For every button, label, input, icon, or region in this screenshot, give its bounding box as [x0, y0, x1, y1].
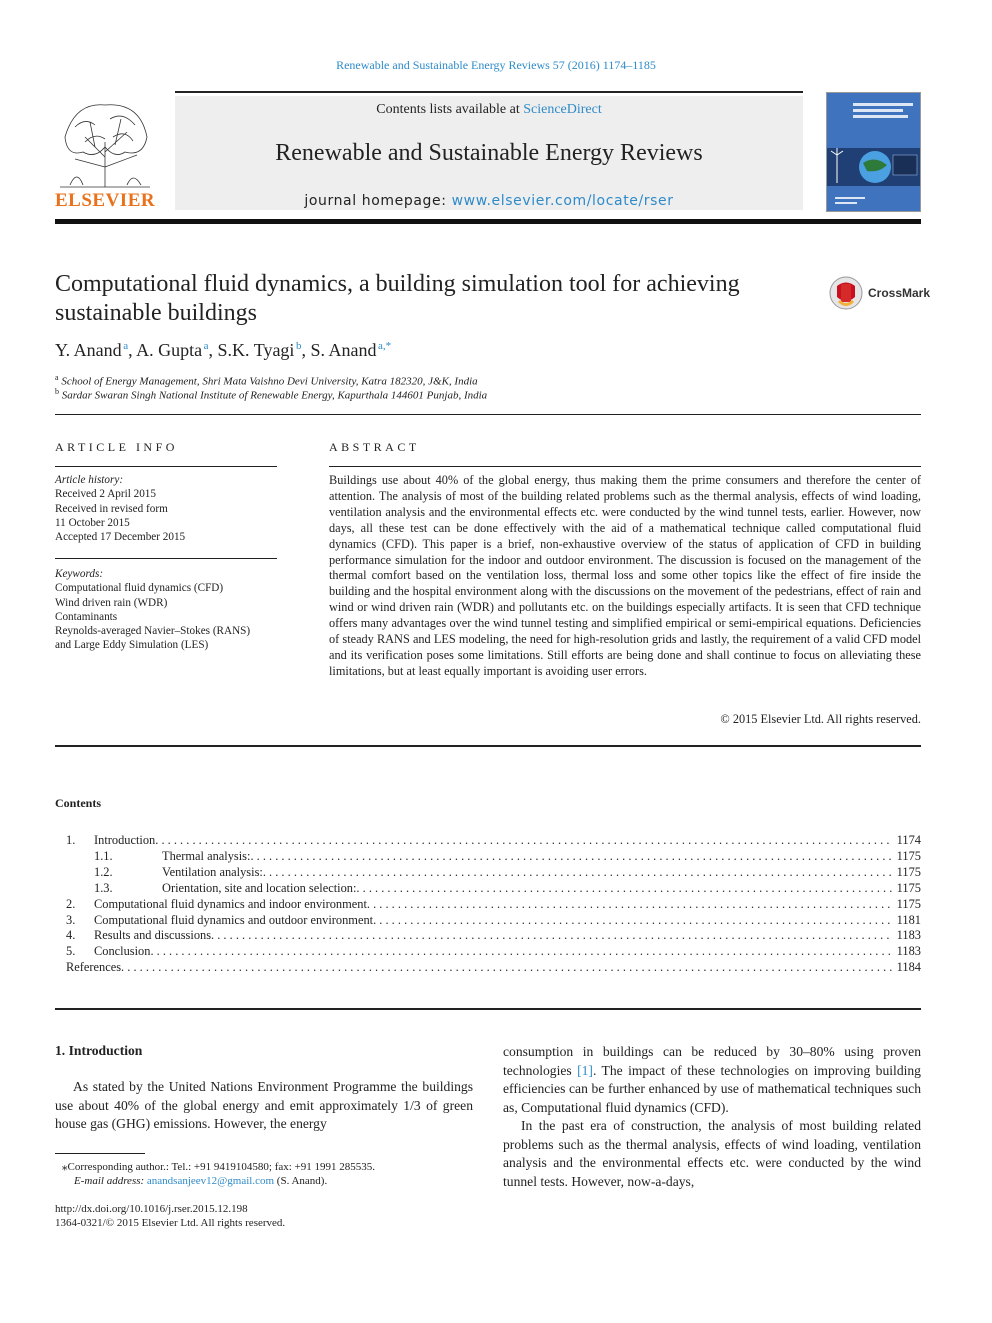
toc-leader [263, 864, 893, 880]
contents-availability [175, 102, 803, 118]
corresponding-author-note: ⁎Corresponding author.: Tel.: +91 9419104580; fax: +91 1991 285535. [62, 1161, 375, 1173]
divider [55, 1008, 921, 1010]
history-item: 11 October 2015 [55, 516, 130, 529]
affiliation-sup: a [55, 373, 59, 382]
toc-number [66, 848, 162, 864]
toc-entry[interactable] [66, 959, 921, 975]
reference-link[interactable]: [1] [577, 1062, 593, 1078]
contents-title: Contents [55, 796, 102, 810]
toc-page: 1175 [896, 897, 921, 911]
author-sup: a,* [377, 340, 392, 352]
publisher-name: ELSEVIER [55, 190, 156, 211]
toc-entry[interactable] [66, 896, 921, 912]
toc-page: 1174 [896, 833, 921, 847]
email-note [74, 1174, 327, 1188]
divider [55, 414, 921, 415]
intro-right-paragraph-2: In the past era of construction, the analysis of most building related problems such as the thermal analysis, effects of wind loading, ventilation analysis and the environmental effects etc. were conducted by the wind tunnel tests. However, now-a-days, [503, 1118, 921, 1190]
keyword: and Large Eddy Simulation (LES) [55, 639, 209, 652]
toc-leader [250, 848, 892, 864]
toc-entry[interactable] [66, 880, 921, 896]
toc-leader [155, 832, 892, 848]
intro-right-paragraph-1 [503, 1043, 921, 1118]
footnote-rule [55, 1153, 145, 1154]
toc-number: 4. [66, 928, 76, 942]
toc-page: 1184 [896, 960, 921, 974]
contents-prefix: Contents lists available at [376, 102, 524, 117]
header-rule [55, 219, 921, 224]
author[interactable]: S. Anand [310, 340, 377, 360]
author-sup: a [203, 340, 209, 352]
sciencedirect-link[interactable]: ScienceDirect [523, 102, 602, 117]
journal-cover-thumbnail[interactable] [826, 92, 921, 212]
toc-entry[interactable] [66, 832, 921, 848]
toc-page: 1175 [896, 849, 921, 863]
toc-label: Results and discussions [94, 928, 212, 942]
toc-number-text: 1.3. [94, 881, 113, 895]
toc-number: 3. [66, 913, 76, 927]
toc-entry[interactable] [66, 864, 921, 880]
toc-number: 1. [66, 833, 76, 847]
toc-entry[interactable] [66, 912, 921, 928]
toc-number: 5. [66, 944, 76, 958]
corresponding-text: Corresponding author.: Tel.: +91 9419104580; fax: +91 1991 285535. [67, 1161, 375, 1173]
toc-page: 1181 [896, 913, 921, 927]
article-title: Computational fluid dynamics, a building simulation tool for achieving sustainable buildings [55, 271, 740, 326]
author-list: Y. Anand $^a$, A. Gupta $^a$, S.K. Tyagi $^b$, S. Anand $^{a,*}$ [55, 340, 392, 360]
masthead-top-rule [175, 91, 803, 93]
keyword: Reynolds-averaged Navier–Stokes (RANS) [55, 625, 251, 638]
abstract-copyright: © 2015 Elsevier Ltd. All rights reserved. [720, 712, 921, 726]
issn-line: 1364-0321/© 2015 Elsevier Ltd. All rights reserved. [55, 1217, 286, 1229]
affiliation [55, 387, 487, 402]
homepage-prefix: journal homepage: [304, 193, 452, 209]
keywords [55, 567, 277, 653]
author[interactable]: S.K. Tyagi [217, 340, 295, 360]
cover-image-icon [827, 93, 921, 212]
intro-text: consumption in buildings can be reduced by 30–80% using proven technologies [503, 1044, 921, 1078]
doi-link[interactable]: http://dx.doi.org/10.1016/j.rser.2015.12.198 [55, 1203, 248, 1215]
toc-label: Computational fluid dynamics and outdoor environment [94, 913, 374, 927]
article-history [55, 473, 277, 544]
history-item: Accepted 17 December 2015 [55, 531, 186, 544]
affiliation-text: Sardar Swaran Singh National Institute of Renewable Energy, Kapurthala 144601 Punjab, India [61, 389, 488, 402]
toc-label: Thermal analysis: [162, 849, 251, 863]
article-info-heading: ARTICLE INFO [55, 440, 178, 454]
affiliation [55, 373, 478, 388]
email-suffix: (S. Anand). [274, 1175, 328, 1187]
toc-number: 2. [66, 897, 76, 911]
intro-left-paragraph: As stated by the United Nations Environment Programme the buildings use about 40% of the global energy and emit approximately 1/3 of green house gas (GHG) emissions. However, the energy [55, 1079, 473, 1132]
tree-icon [55, 97, 155, 189]
email-label: E-mail address: [74, 1175, 147, 1187]
abstract-text: Buildings use about 40% of the global energy, thus making them the prime consumers and therefore the center of attention. The analysis of most of the building related problems such as the thermal analysis, effects of wind loading, ventilation analysis and the environmental effects etc. were conducted by the wind tunnel tests, earlier. However, now days, all these test can be done effectively with the aid of a mathematical technique called computational fluid dynamics (CFD). This paper is a brief, non-exhaustive overview of the status of application of CFD in building performance simulation for the indoor and outdoor environment. The discussion is focused on the management of the thermal comfort based on the ventilation loss, thermal loss and some other topics like the effect of fire inside the building and the hospital environment along with the discussions on the movement of the pedestrians, effect of rain and wind or wind driven rain (WDR) and pollutants etc. on the buildings especially artifacts. It is seen that CFD technique offers many advantages over the wind tunnel testing and simplified empirical or semi-empirical equations. Deficiencies of steady RANS and LES modeling, the need for high-resolution grids and lastly, the requirement of a valid CFD model and its verification poses some limitations. Still efforts are being done and shall continue to focus on alleviating these limitations, but at least equally important is avoiding user errors. [329, 473, 921, 678]
author[interactable]: A. Gupta [136, 340, 203, 360]
toc-number [66, 880, 162, 896]
toc-number-text: 1.2. [94, 865, 113, 879]
toc-number-text: 1.1. [94, 849, 113, 863]
crossmark-label: CrossMark [868, 286, 931, 300]
author-sup: b [295, 340, 302, 352]
toc-label: References [66, 960, 122, 974]
toc-leader [356, 880, 892, 896]
toc-entry[interactable] [66, 927, 921, 943]
toc-leader [211, 927, 893, 943]
toc-label: Introduction [94, 833, 156, 847]
toc-page: 1183 [896, 928, 921, 942]
keyword: Wind driven rain (WDR) [55, 596, 168, 609]
toc-leader [367, 896, 893, 912]
journal-homepage [175, 193, 803, 209]
crossmark-icon [828, 275, 864, 311]
toc-page: 1175 [896, 865, 921, 879]
toc-label: Orientation, site and location selection: [162, 881, 357, 895]
affiliation-sup: b [55, 387, 59, 396]
toc-label: Computational fluid dynamics and indoor environment [94, 897, 367, 911]
abstract-heading: ABSTRACT [329, 440, 420, 454]
divider [55, 558, 277, 559]
crossmark-badge[interactable] [828, 275, 931, 311]
toc-page: 1183 [896, 944, 921, 958]
toc-entry[interactable] [66, 943, 921, 959]
toc-leader [150, 943, 892, 959]
history-label: Article history: [55, 474, 124, 486]
author-sup: a [123, 340, 129, 352]
toc-label: Conclusion [94, 944, 151, 958]
toc-page: 1175 [896, 881, 921, 895]
elsevier-logo[interactable] [55, 97, 155, 212]
toc-number [66, 864, 162, 880]
keyword: Computational fluid dynamics (CFD) [55, 582, 224, 595]
divider [55, 466, 277, 467]
divider [329, 466, 921, 467]
history-item: Received 2 April 2015 [55, 488, 156, 501]
homepage-link[interactable]: www.elsevier.com/locate/rser [451, 193, 674, 209]
keywords-label: Keywords: [55, 568, 104, 580]
toc-entry[interactable] [66, 848, 921, 864]
intro-text: . The impact of these technologies on improving building efficiencies can be further enhanced by use of mathematical techniques such as, Computational fluid dynamics (CFD). [503, 1062, 921, 1116]
introduction-heading: 1. Introduction [55, 1043, 143, 1058]
affiliation-text: School of Energy Management, Shri Mata Vaishno Devi University, Katra 182320, J&K, India [61, 375, 478, 388]
journal-title[interactable]: Renewable and Sustainable Energy Reviews [275, 140, 703, 166]
toc-leader [373, 912, 893, 928]
email-link[interactable]: anandsanjeev12@gmail.com [146, 1175, 275, 1187]
toc-label: Ventilation analysis: [162, 865, 263, 879]
divider [55, 745, 921, 747]
author[interactable]: Y. Anand [55, 340, 122, 360]
toc-leader [121, 959, 893, 975]
keyword: Contaminants [55, 610, 118, 623]
journal-citation[interactable]: Renewable and Sustainable Energy Reviews 57 (2016) 1174–1185 [336, 58, 656, 72]
masthead [175, 96, 803, 210]
history-item: Received in revised form [55, 502, 168, 515]
